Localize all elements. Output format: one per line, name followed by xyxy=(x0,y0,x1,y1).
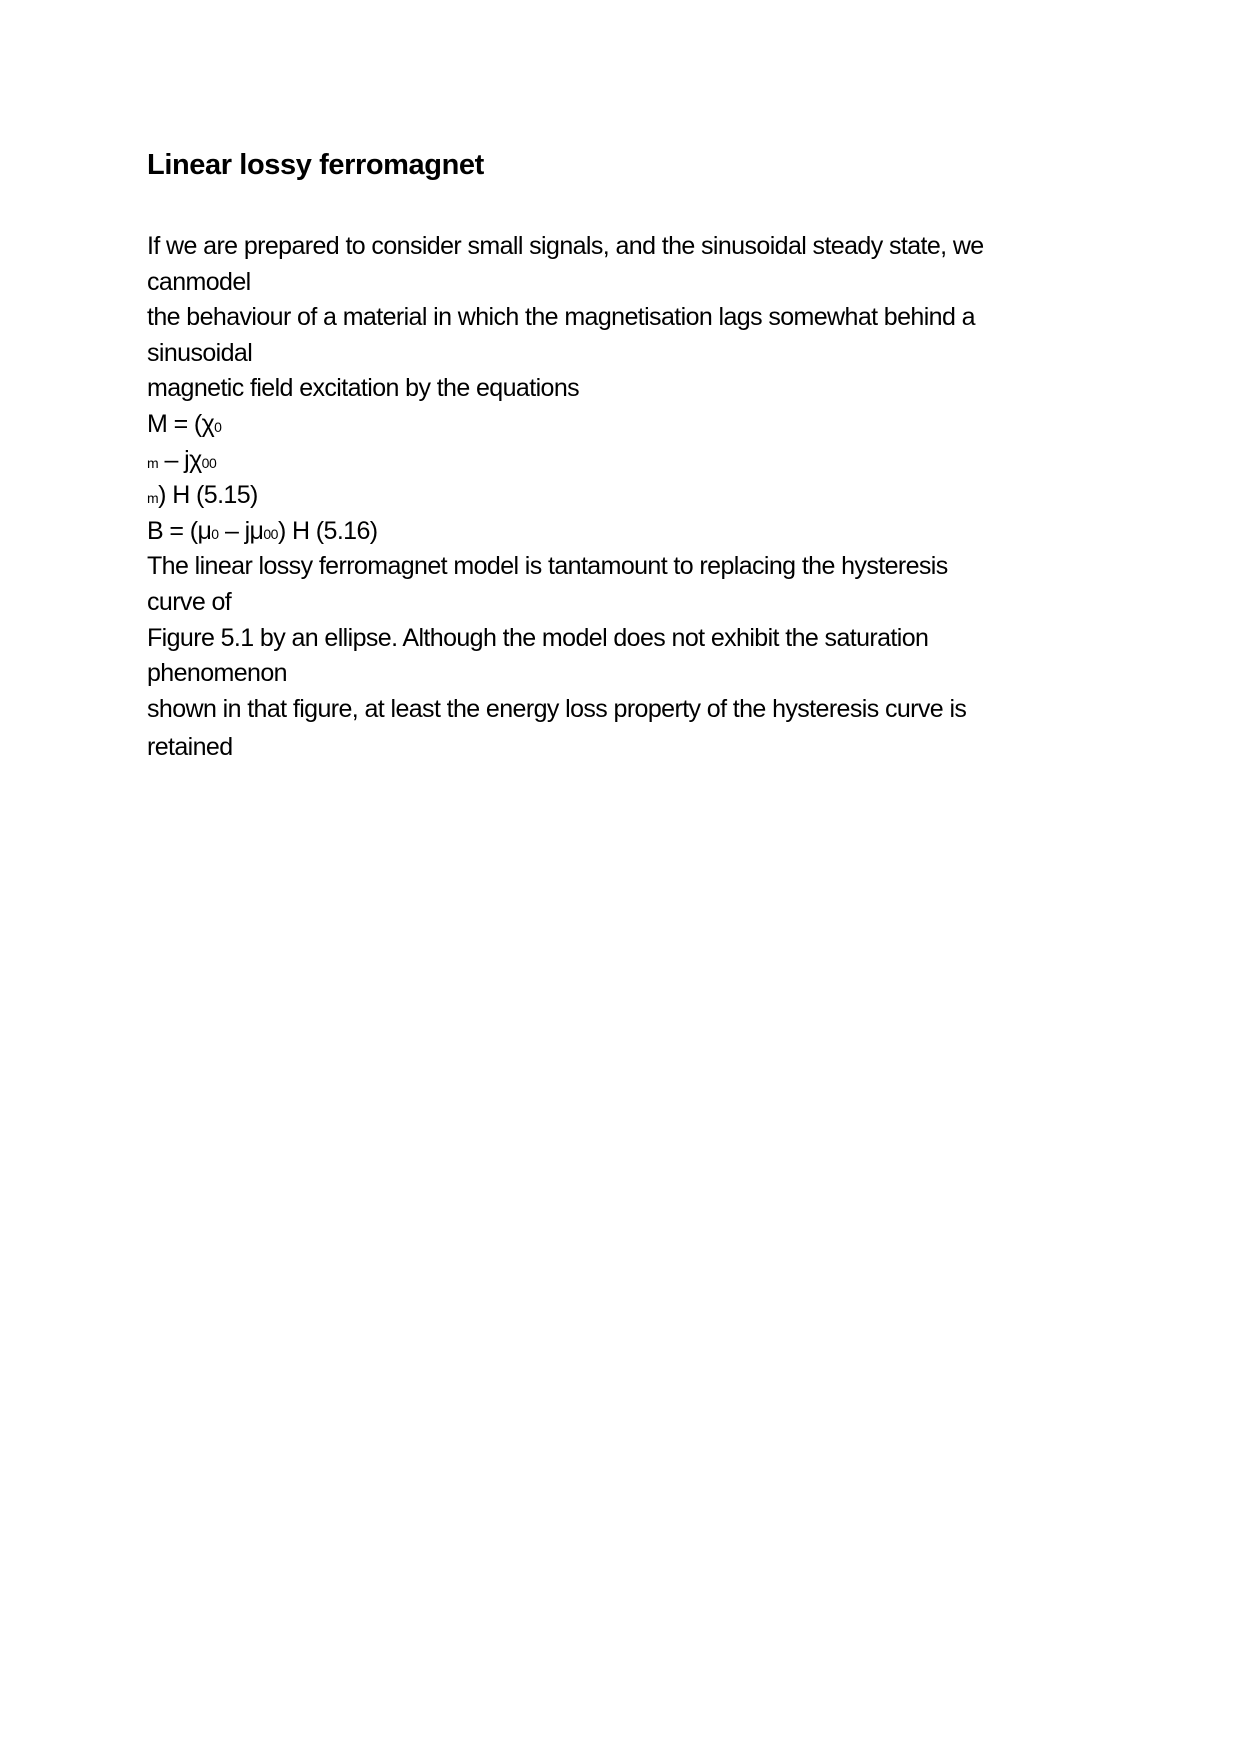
equation-subscript: m xyxy=(147,490,159,507)
equation-text: B = (μ xyxy=(147,516,212,545)
document-body xyxy=(147,229,1107,766)
paragraph-line: shown in that figure, at least the energy loss property of the hysteresis curve is xyxy=(147,694,967,723)
paragraph-line: canmodel xyxy=(147,267,251,296)
equation-text: ) H (5.15) xyxy=(158,481,258,510)
equation-text: – jμ xyxy=(218,516,264,545)
equation-subscript: m xyxy=(147,454,159,471)
equation-text: – jχ xyxy=(158,445,202,474)
paragraph-line: magnetic field excitation by the equations xyxy=(147,374,580,403)
equation-subscript: 0 xyxy=(211,525,219,542)
equation-subscript: 00 xyxy=(201,454,217,471)
equation-5-15-line-2 xyxy=(147,443,1107,479)
equation-5-15-line-1 xyxy=(147,407,1107,443)
paragraph-line: retained xyxy=(147,733,233,762)
paragraph-line: Figure 5.1 by an ellipse. Although the model does not exhibit the saturation xyxy=(147,623,929,652)
paragraph-line: The linear lossy ferromagnet model is tantamount to replacing the hysteresis xyxy=(147,552,948,581)
paragraph-line: curve of xyxy=(147,587,232,616)
paragraph-line: sinusoidal xyxy=(147,338,253,367)
equation-5-15-line-3 xyxy=(147,478,1107,514)
paragraph-line: phenomenon xyxy=(147,659,287,688)
equation-text: M = (χ xyxy=(147,409,215,438)
equation-subscript: 0 xyxy=(214,418,222,435)
page-title: Linear lossy ferromagnet xyxy=(147,149,484,181)
equation-5-16 xyxy=(147,514,1107,550)
equation-subscript: 00 xyxy=(263,525,278,542)
paragraph-line: the behaviour of a material in which the magnetisation lags somewhat behind a xyxy=(147,303,975,332)
paragraph-line: If we are prepared to consider small signals, and the sinusoidal steady state, we xyxy=(147,232,984,260)
equation-text: ) H (5.16) xyxy=(277,516,378,545)
